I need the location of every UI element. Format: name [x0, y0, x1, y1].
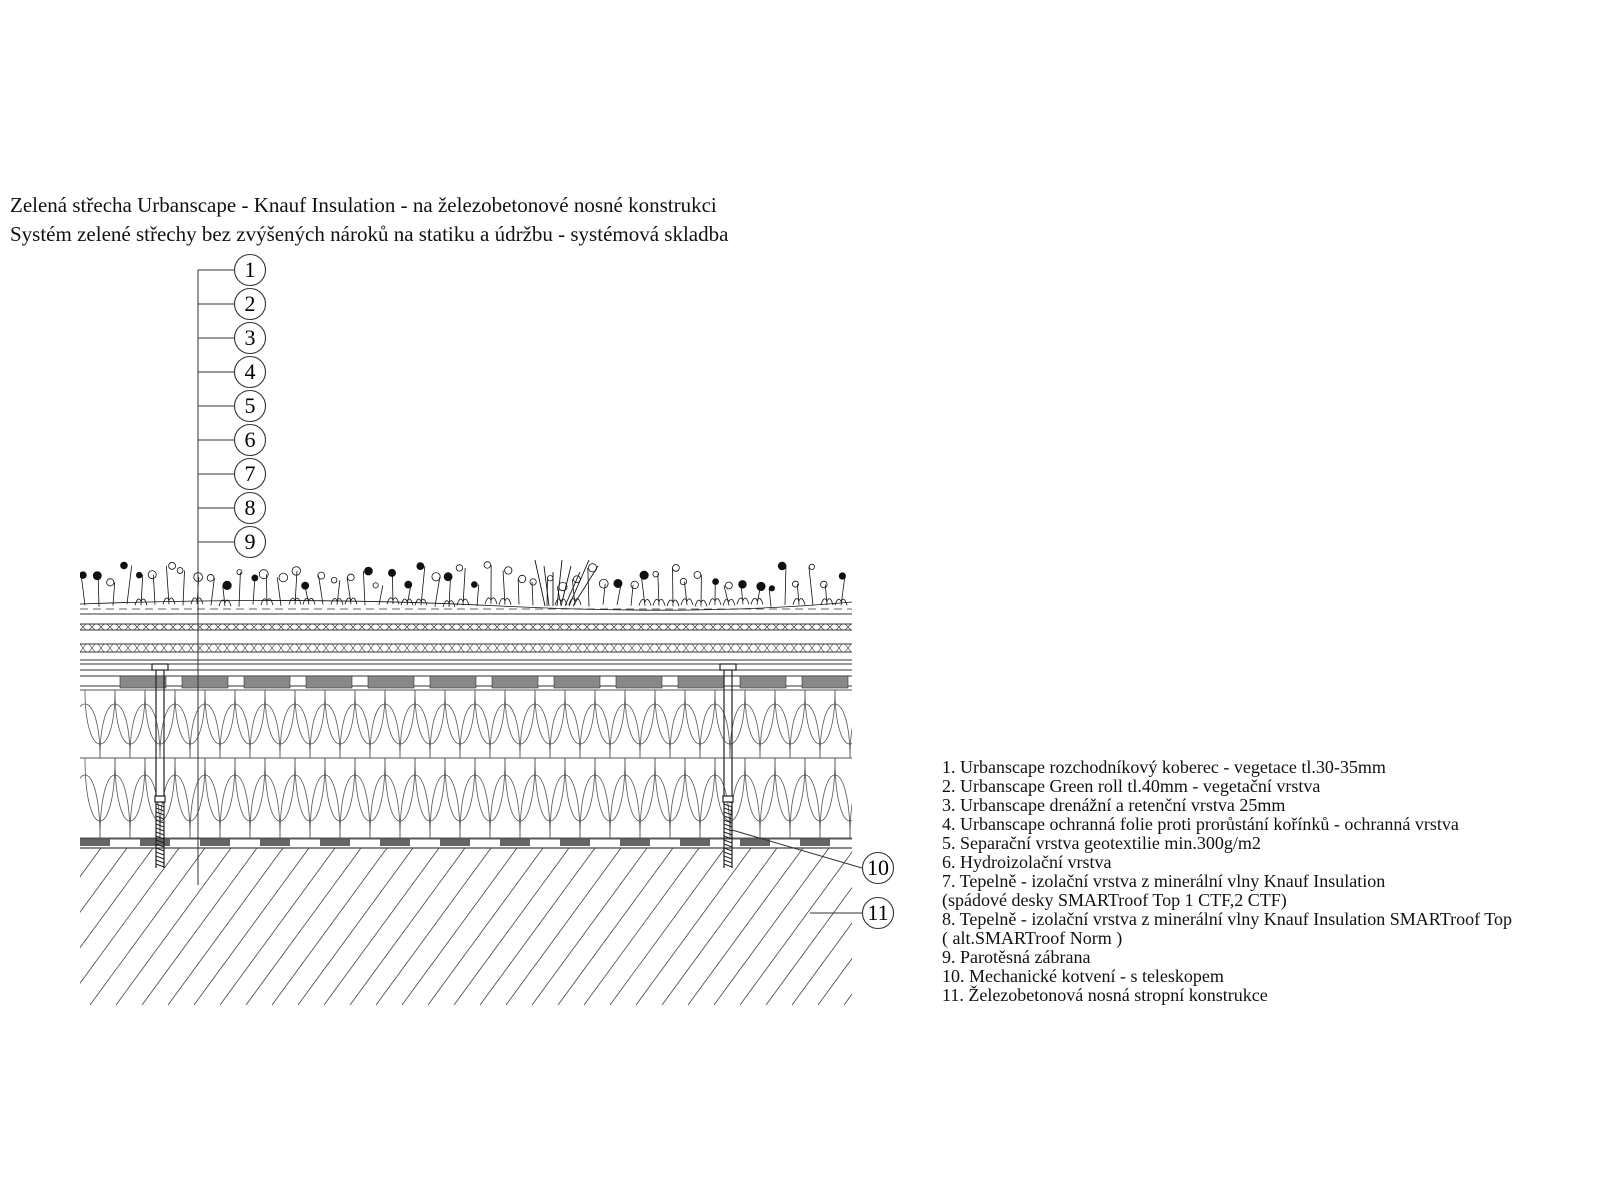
callout-leaders: [198, 270, 862, 913]
legend-item: 8. Tepelně - izolační vrstva z minerální vlny Knauf Insulation SMARTroof Top: [942, 909, 1512, 929]
callout-label: 7: [244, 461, 256, 486]
legend-item: 10. Mechanické kotvení - s teleskopem: [942, 966, 1224, 986]
legend-item: 4. Urbanscape ochranná folie proti prorůstání kořínků - ochranná vrstva: [942, 814, 1459, 834]
callout-label: 1: [244, 257, 256, 282]
callout-3: [235, 323, 266, 354]
callout-2: [235, 289, 266, 320]
legend-item: ( alt.SMARTroof Norm ): [942, 928, 1123, 948]
callout-label: 2: [244, 291, 256, 316]
callout-label: 6: [244, 427, 256, 452]
vegetation-layer: [80, 560, 852, 610]
callout-6: [235, 425, 266, 456]
legend-item: (spádové desky SMARTroof Top 1 CTF,2 CTF): [942, 890, 1287, 910]
callout-bubbles: [235, 255, 894, 929]
callout-label: 5: [244, 393, 256, 418]
callout-label: 3: [244, 325, 256, 350]
callout-4: [235, 357, 266, 388]
callout-8: [235, 493, 266, 524]
callout-7: [235, 459, 266, 490]
concrete-slab-hatch: [0, 848, 1011, 1005]
legend-item: 6. Hydroizolační vrstva: [942, 852, 1112, 872]
drawing-subtitle: Systém zelené střechy bez zvýšených nároků na statiku a údržbu - systémová skladba: [10, 222, 729, 246]
legend-item: 9. Parotěsná zábrana: [942, 947, 1091, 967]
callout-label: 10: [867, 855, 889, 880]
legend-item: 3. Urbanscape drenážní a retenční vrstva 25mm: [942, 795, 1286, 815]
upper-layers: [80, 609, 852, 688]
callout-11: [863, 898, 894, 929]
callout-1: [235, 255, 266, 286]
legend-item: 1. Urbanscape rozchodníkový koberec - vegetace tl.30-35mm: [942, 757, 1386, 777]
callout-9: [235, 527, 266, 558]
callout-label: 8: [244, 495, 256, 520]
legend-item: 7. Tepelně - izolační vrstva z minerální vlny Knauf Insulation: [942, 871, 1386, 891]
drawing-title: Zelená střecha Urbanscape - Knauf Insulation - na železobetonové nosné konstrukci: [10, 193, 717, 217]
callout-label: 4: [244, 359, 256, 384]
legend-item: 2. Urbanscape Green roll tl.40mm - vegetační vrstva: [942, 776, 1321, 796]
legend-item: 11. Železobetonová nosná stropní konstrukce: [942, 985, 1268, 1005]
layer-legend: [942, 758, 1512, 1005]
mechanical-anchors: [152, 664, 736, 868]
insulation-layers: [70, 690, 895, 846]
callout-5: [235, 391, 266, 422]
callout-10: [863, 853, 894, 884]
legend-item: 5. Separační vrstva geotextilie min.300g/m2: [942, 833, 1261, 853]
callout-label: 11: [867, 900, 889, 925]
callout-label: 9: [244, 529, 256, 554]
